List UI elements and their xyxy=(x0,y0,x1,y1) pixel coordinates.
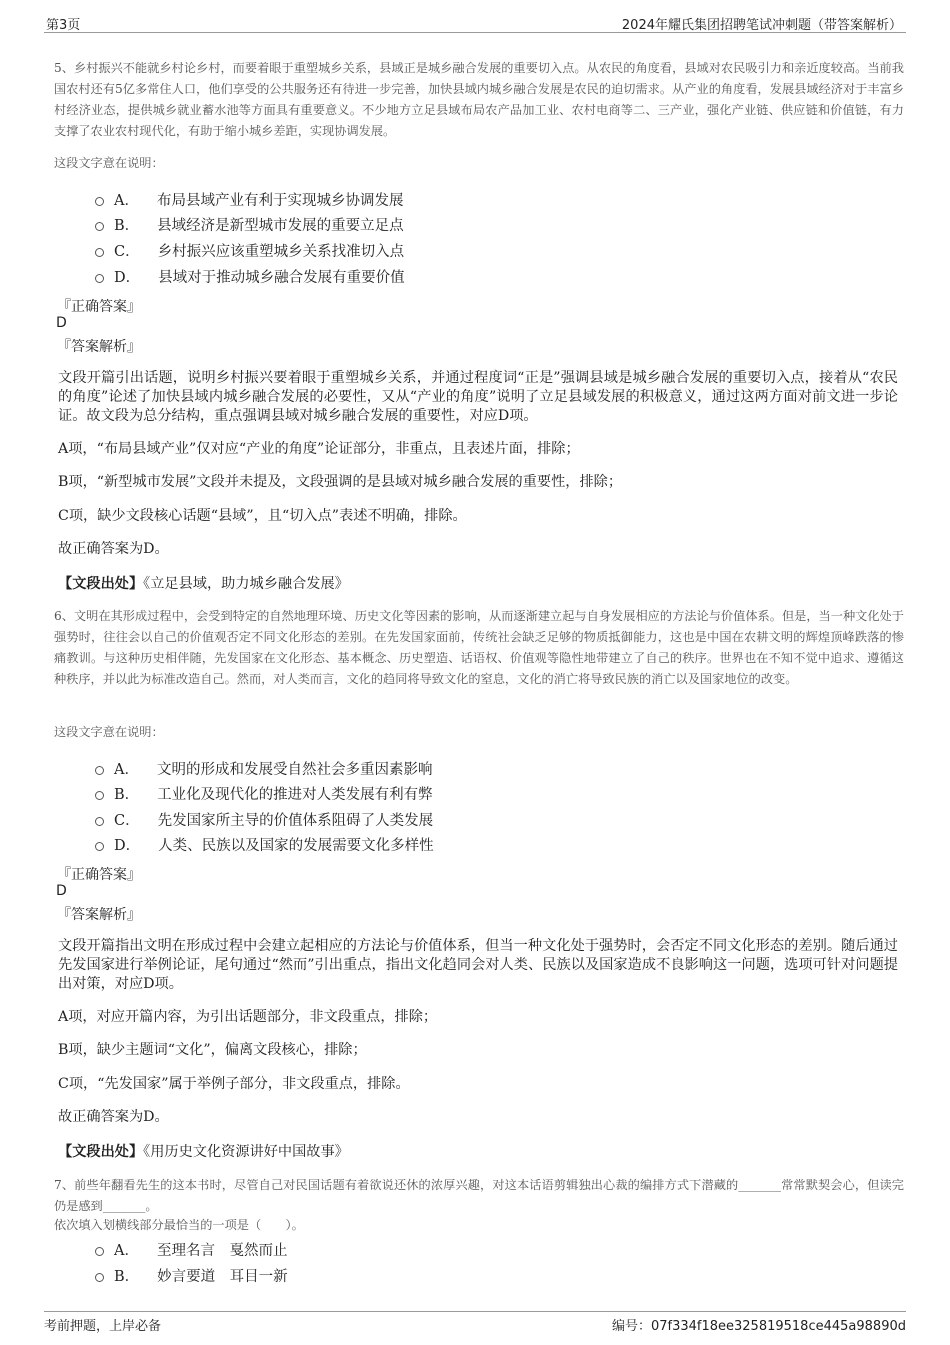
option-letter: A． xyxy=(114,761,139,778)
q5-answer: D xyxy=(56,315,67,331)
q6-option-c[interactable] xyxy=(95,808,433,830)
q6-option-d[interactable] xyxy=(95,833,434,855)
document-id: 编号：07f334f18ee325819518ce445a98890d xyxy=(611,1319,906,1334)
radio-icon[interactable] xyxy=(95,791,104,800)
q6-analysis-item: C项，“先发国家”属于举例子部分，非文段重点，排除。 xyxy=(58,1076,410,1092)
footer-slogan: 考前押题，上岸必备 xyxy=(44,1319,162,1334)
q6-option-a[interactable] xyxy=(95,757,432,779)
q6-analysis-item: B项，缺少主题词“文化”，偏离文段核心，排除； xyxy=(58,1042,367,1058)
option-text: 人类、民族以及国家的发展需要文化多样性 xyxy=(158,837,434,854)
option-text: 县域对于推动城乡融合发展有重要价值 xyxy=(158,269,405,286)
option-letter: B． xyxy=(114,1268,140,1285)
option-text: 工业化及现代化的推进对人类发展有利有弊 xyxy=(157,786,433,803)
q6-analysis-label: 『答案解析』 xyxy=(57,907,141,923)
source-label: 【文段出处】 xyxy=(58,576,144,592)
q6-source xyxy=(58,1141,349,1161)
radio-icon[interactable] xyxy=(95,1273,104,1282)
page-footer xyxy=(44,1311,906,1332)
q5-analysis-item: C项，缺少文段核心话题“县域”，且“切入点”表述不明确，排除。 xyxy=(58,508,467,524)
q7-option-b[interactable] xyxy=(95,1264,288,1286)
option-letter: C． xyxy=(114,812,140,829)
q5-analysis-label: 『答案解析』 xyxy=(57,339,141,355)
q5-source xyxy=(58,573,349,593)
option-letter: A． xyxy=(114,1242,139,1259)
option-text: 至理名言 戛然而止 xyxy=(156,1242,288,1259)
page-number: 第3页 xyxy=(46,18,81,33)
q7-prompt: 依次填入划横线部分最恰当的一项是（ ）。 xyxy=(54,1218,304,1232)
option-text: 乡村振兴应该重塑城乡关系找准切入点 xyxy=(157,243,405,260)
radio-icon[interactable] xyxy=(95,274,104,283)
q6-analysis-item: A项，对应开篇内容，为引出话题部分，非文段重点，排除； xyxy=(58,1009,438,1025)
q5-passage: 5、乡村振兴不能就乡村论乡村，而要着眼于重塑城乡关系，县域正是城乡融合发展的重要切入点。从农民的角度看，县域对农民吸引力和亲近度较高。当前我国农村还有5亿多常住人口，他们享受的公共服务还有待进一步完善，加快县域内城乡融合发展是农民的迫切需求。从产业的角度看，发展县域经济对于丰富乡村经济业态，提供城乡就业蓄水池等方面具有重要意义。不少地方立足县域布局农产品加工业、农村电商等二、三产业，强化产业链、供应链和价值链，有力支撑了农业农村现代化，有助于缩小城乡差距，实现协调发展。 xyxy=(54,61,904,138)
q5-option-d[interactable] xyxy=(95,265,405,287)
q7-option-a[interactable] xyxy=(95,1238,287,1260)
radio-icon[interactable] xyxy=(95,766,104,775)
q6-prompt: 这段文字意在说明： xyxy=(54,725,164,739)
option-letter: D． xyxy=(114,269,141,286)
q6-conclusion: 故正确答案为D。 xyxy=(58,1109,169,1125)
q5-analysis: 文段开篇引出话题，说明乡村振兴要着眼于重塑城乡关系，并通过程度词“正是”强调县域是城乡融合发展的重要切入点，接着从“农民的角度”论述了加快县域内城乡融合发展的必要性，又从“产业的角度”说明了立足县域发展的积极意义，通过这两方面对前文进一步论证。故文段为总分结构，重点强调县域对城乡融合发展的重要性，对应D项。 xyxy=(58,370,898,424)
q6-option-b[interactable] xyxy=(95,782,433,804)
option-letter: D． xyxy=(114,837,141,854)
option-text: 布局县域产业有利于实现城乡协调发展 xyxy=(156,192,404,209)
option-letter: B． xyxy=(114,786,140,803)
q6-answer: D xyxy=(56,883,67,899)
option-letter: C． xyxy=(114,243,140,260)
radio-icon[interactable] xyxy=(95,248,104,257)
q5-analysis-item: B项，“新型城市发展”文段并未提及，文段强调的是县域对城乡融合发展的重要性，排除； xyxy=(58,474,623,490)
document-title: 2024年耀氏集团招聘笔试冲刺题（带答案解析） xyxy=(621,18,902,33)
page-header xyxy=(44,12,906,33)
radio-icon[interactable] xyxy=(95,222,104,231)
option-letter: B． xyxy=(114,217,140,234)
q5-answer-label: 『正确答案』 xyxy=(57,299,141,315)
radio-icon[interactable] xyxy=(95,817,104,826)
option-letter: A． xyxy=(114,192,139,209)
source-title: 《用历史文化资源讲好中国故事》 xyxy=(143,1144,349,1160)
option-text: 县域经济是新型城市发展的重要立足点 xyxy=(157,217,404,234)
q6-answer-label: 『正确答案』 xyxy=(57,867,141,883)
q5-prompt: 这段文字意在说明： xyxy=(54,156,164,170)
q5-analysis-item: A项，“布局县域产业”仅对应“产业的角度”论证部分，非重点，且表述片面，排除； xyxy=(58,441,580,457)
option-text: 先发国家所主导的价值体系阻碍了人类发展 xyxy=(157,812,434,829)
q7-passage: 7、前些年翻看先生的这本书时，尽管自己对民国话题有着欲说还休的浓厚兴趣，对这本话语剪辑独出心裁的编排方式下潜藏的_______常常默契会心，但读完仍是感到_______。 xyxy=(54,1178,904,1213)
q5-option-a[interactable] xyxy=(95,188,403,210)
option-text: 妙言要道 耳目一新 xyxy=(157,1268,288,1285)
radio-icon[interactable] xyxy=(95,197,104,206)
option-text: 文明的形成和发展受自然社会多重因素影响 xyxy=(156,761,433,778)
q5-option-b[interactable] xyxy=(95,213,404,235)
q5-conclusion: 故正确答案为D。 xyxy=(58,541,169,557)
radio-icon[interactable] xyxy=(95,1247,104,1256)
q5-option-c[interactable] xyxy=(95,239,404,261)
q6-analysis: 文段开篇指出文明在形成过程中会建立起相应的方法论与价值体系，但当一种文化处于强势时，会否定不同文化形态的差别。随后通过先发国家进行举例论证，尾句通过“然而”引出重点，指出文化趋同会对人类、民族以及国家造成不良影响这一问题，选项可针对问题提出对策，对应D项。 xyxy=(58,938,898,992)
radio-icon[interactable] xyxy=(95,842,104,851)
source-label: 【文段出处】 xyxy=(58,1144,144,1160)
q6-passage: 6、文明在其形成过程中，会受到特定的自然地理环境、历史文化等因素的影响，从而逐渐建立起与自身发展相应的方法论与价值体系。但是，当一种文化处于强势时，往往会以自己的价值观否定不同文化形态的差别。在先发国家面前，传统社会缺乏足够的物质抵御能力，这也是中国在农耕文明的辉煌顶峰跌落的惨痛教训。与这种历史相伴随，先发国家在文化形态、基本概念、历史塑造、话语权、价值观等隐性地带建立了自己的秩序。世界也在不知不觉中追求、遵循这种秩序，并以此为标准改造自己。然而，对人类而言，文化的趋同将导致文化的窒息，文化的消亡将导致民族的消亡以及国家地位的改变。 xyxy=(54,609,904,686)
source-title: 《立足县域，助力城乡融合发展》 xyxy=(143,576,349,592)
